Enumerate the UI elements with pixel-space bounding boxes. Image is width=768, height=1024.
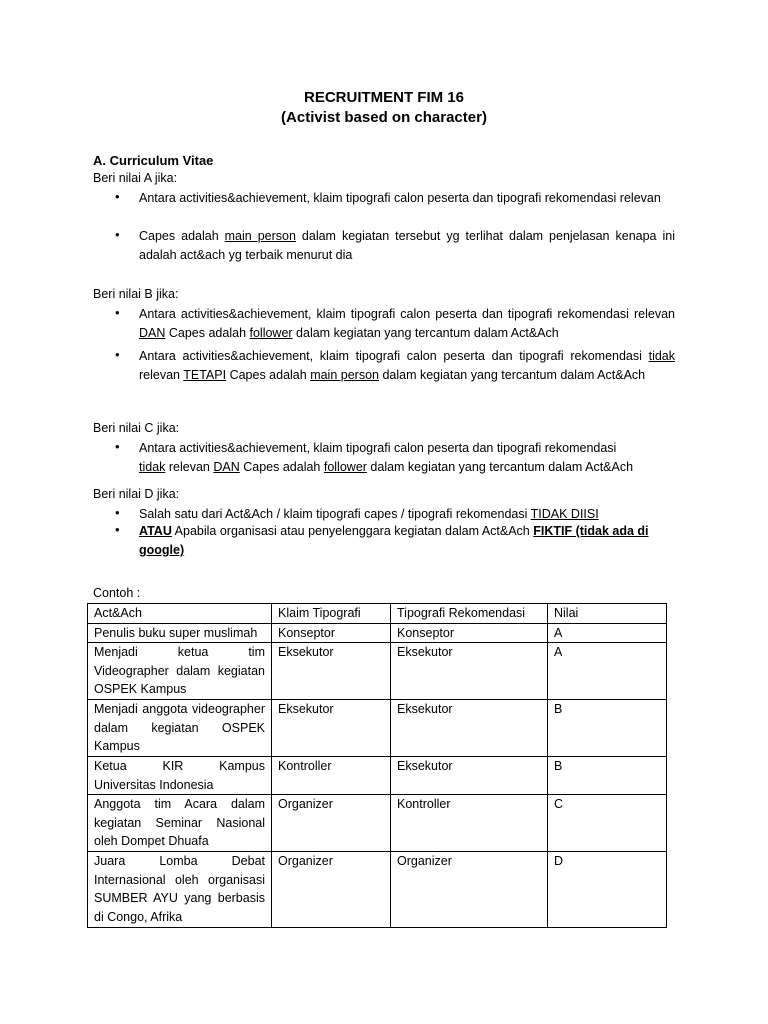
grade-b-criterion-1: Antara activities&achievement, klaim tipografi calon peserta dan tipografi rekomendasi relevan DAN Capes adalah follower dalam kegiatan yang tercantum dalam Act&Ach (139, 307, 675, 340)
bullet-icon: • (115, 189, 120, 204)
section-a-heading: A. Curriculum Vitae (93, 153, 214, 168)
grade-c-label: Beri nilai C jika: (93, 421, 180, 435)
grade-a-criterion-2: Capes adalah main person dalam kegiatan tersebut yg terlihat dalam penjelasan kenapa ini adalah act&ach yg terbaik menurut dia (139, 229, 675, 262)
grade-c-criterion-1: Antara activities&achievement, klaim tipografi calon peserta dan tipografi rekomendasi tidak relevan DAN Capes adalah follower dalam kegiatan yang tercantum dalam Act&Ach (139, 441, 634, 474)
example-table (87, 603, 667, 928)
table-row: Menjadi anggota videographer dalam kegiatan OSPEK Kampus Eksekutor Eksekutor B (88, 700, 667, 757)
grade-a-criterion-1: Antara activities&achievement, klaim tipografi calon peserta dan tipografi rekomendasi relevan (139, 191, 661, 205)
page-title: RECRUITMENT FIM 16 (303, 89, 464, 106)
page-subtitle: (Activist based on character) (281, 109, 487, 126)
bullet-icon: • (115, 439, 120, 454)
grade-a-label: Beri nilai A jika: (93, 171, 178, 185)
header-tipografi-rekomendasi: Tipografi Rekomendasi (391, 604, 548, 624)
example-label: Contoh : (93, 586, 141, 600)
table-header-row (88, 604, 667, 624)
bullet-icon: • (115, 305, 120, 320)
table-row: Anggota tim Acara dalam kegiatan Seminar Nasional oleh Dompet Dhuafa Organizer Kontroller C (88, 795, 667, 852)
header-act-ach: Act&Ach (88, 604, 272, 624)
table-row: Juara Lomba Debat Internasional oleh organisasi SUMBER AYU yang berbasis di Congo, Afrika Organizer Organizer D (88, 852, 667, 928)
header-klaim-tipografi: Klaim Tipografi (272, 604, 391, 624)
grade-b-criterion-2: Antara activities&achievement, klaim tipografi calon peserta dan tipografi rekomendasi tidak relevan TETAPI Capes adalah main person dalam kegiatan yang tercantum dalam Act&Ach (139, 349, 675, 382)
grade-d-label: Beri nilai D jika: (93, 487, 180, 501)
table-row: Penulis buku super muslimah Konseptor Konseptor A (88, 623, 667, 643)
bullet-icon: • (115, 227, 120, 242)
bullet-icon: • (115, 522, 120, 537)
bullet-icon: • (115, 347, 120, 362)
table-row: Menjadi ketua tim Videographer dalam kegiatan OSPEK Kampus Eksekutor Eksekutor A (88, 643, 667, 700)
grade-d-criterion-2: ATAU Apabila organisasi atau penyelenggara kegiatan dalam Act&Ach FIKTIF (tidak ada di google) (139, 524, 649, 557)
table-row: Ketua KIR Kampus Universitas Indonesia Kontroller Eksekutor B (88, 757, 667, 795)
bullet-icon: • (115, 505, 120, 520)
header-nilai: Nilai (548, 604, 667, 624)
grade-b-label: Beri nilai B jika: (93, 287, 179, 301)
grade-d-criterion-1: Salah satu dari Act&Ach / klaim tipografi capes / tipografi rekomendasi TIDAK DIISI (139, 507, 599, 521)
